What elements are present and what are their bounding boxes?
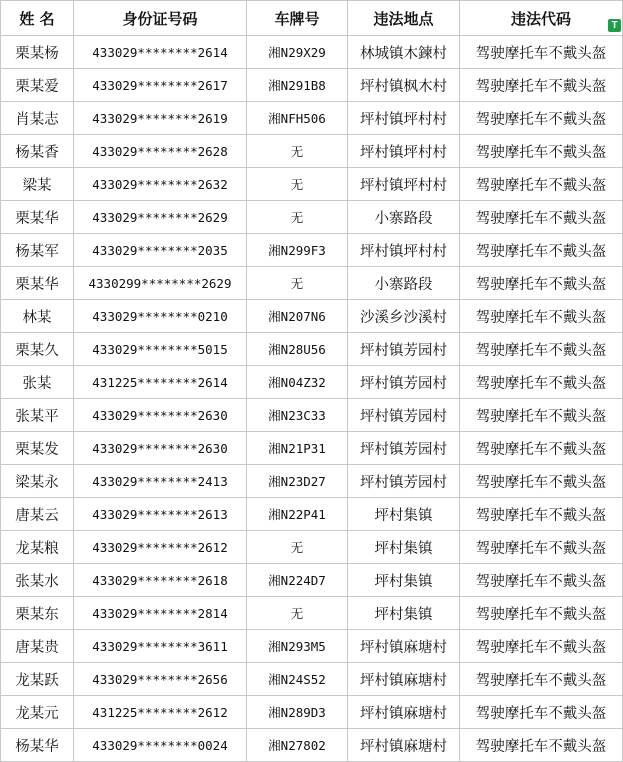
table-row [1, 729, 623, 762]
cell-plate: 湘NFH506 [247, 102, 348, 135]
cell-name: 龙某跃 [1, 663, 74, 696]
cell-location: 坪村镇麻塘村 [348, 663, 460, 696]
cell-violation-code: 驾驶摩托车不戴头盔 [460, 399, 623, 432]
cell-location: 坪村镇芳园村 [348, 465, 460, 498]
cell-plate: 湘N29X29 [247, 36, 348, 69]
cell-plate: 无 [247, 168, 348, 201]
cell-plate: 无 [247, 135, 348, 168]
cell-id-number: 433029********2632 [74, 168, 247, 201]
cell-name: 栗某东 [1, 597, 74, 630]
cell-violation-code: 驾驶摩托车不戴头盔 [460, 168, 623, 201]
cell-plate: 湘N21P31 [247, 432, 348, 465]
cell-location: 沙溪乡沙溪村 [348, 300, 460, 333]
cell-violation-code: 驾驶摩托车不戴头盔 [460, 465, 623, 498]
cell-plate: 无 [247, 267, 348, 300]
cell-name: 龙某粮 [1, 531, 74, 564]
cell-location: 坪村镇麻塘村 [348, 630, 460, 663]
cell-name: 肖某志 [1, 102, 74, 135]
cell-violation-code: 驾驶摩托车不戴头盔 [460, 696, 623, 729]
cell-plate: 无 [247, 201, 348, 234]
table-body [1, 36, 623, 762]
cell-location: 坪村集镇 [348, 564, 460, 597]
cell-id-number: 4330299********2629 [74, 267, 247, 300]
cell-location: 坪村镇芳园村 [348, 333, 460, 366]
cell-plate: 湘N299F3 [247, 234, 348, 267]
cell-plate: 湘N224D7 [247, 564, 348, 597]
table-row [1, 135, 623, 168]
cell-id-number: 433029********0210 [74, 300, 247, 333]
cell-location: 坪村镇坪村村 [348, 168, 460, 201]
cell-id-number: 433029********2617 [74, 69, 247, 102]
cell-location: 小寨路段 [348, 267, 460, 300]
cell-location: 坪村镇芳园村 [348, 399, 460, 432]
cell-violation-code: 驾驶摩托车不戴头盔 [460, 366, 623, 399]
header-violation-code [460, 1, 623, 36]
cell-violation-code: 驾驶摩托车不戴头盔 [460, 135, 623, 168]
cell-violation-code: 驾驶摩托车不戴头盔 [460, 333, 623, 366]
cell-plate: 湘N23C33 [247, 399, 348, 432]
cell-id-number: 433029********2613 [74, 498, 247, 531]
cell-name: 栗某发 [1, 432, 74, 465]
cell-location: 坪村集镇 [348, 498, 460, 531]
cell-location: 坪村镇坪村村 [348, 234, 460, 267]
cell-id-number: 433029********2629 [74, 201, 247, 234]
table-row [1, 531, 623, 564]
cell-id-number: 433029********2612 [74, 531, 247, 564]
cell-name: 唐某云 [1, 498, 74, 531]
cell-name: 梁某 [1, 168, 74, 201]
cell-location: 小寨路段 [348, 201, 460, 234]
table-row [1, 432, 623, 465]
cell-name: 杨某华 [1, 729, 74, 762]
cell-plate: 湘N291B8 [247, 69, 348, 102]
cell-name: 梁某永 [1, 465, 74, 498]
cell-violation-code: 驾驶摩托车不戴头盔 [460, 36, 623, 69]
cell-plate: 湘N207N6 [247, 300, 348, 333]
translate-badge-icon[interactable]: T [608, 19, 621, 32]
cell-plate: 湘N293M5 [247, 630, 348, 663]
cell-violation-code: 驾驶摩托车不戴头盔 [460, 234, 623, 267]
cell-id-number: 433029********0024 [74, 729, 247, 762]
table-row [1, 465, 623, 498]
cell-name: 杨某军 [1, 234, 74, 267]
cell-violation-code: 驾驶摩托车不戴头盔 [460, 597, 623, 630]
cell-name: 栗某杨 [1, 36, 74, 69]
table-header [1, 1, 623, 36]
table-row [1, 597, 623, 630]
table-row [1, 267, 623, 300]
header-violation-code-label: 违法代码 [510, 9, 571, 28]
cell-location: 坪村镇坪村村 [348, 135, 460, 168]
table-row [1, 366, 623, 399]
cell-name: 栗某华 [1, 201, 74, 234]
cell-violation-code: 驾驶摩托车不戴头盔 [460, 663, 623, 696]
cell-plate: 湘N22P41 [247, 498, 348, 531]
cell-location: 坪村镇麻塘村 [348, 729, 460, 762]
cell-plate: 湘N23D27 [247, 465, 348, 498]
cell-violation-code: 驾驶摩托车不戴头盔 [460, 201, 623, 234]
cell-id-number: 433029********2619 [74, 102, 247, 135]
header-row [1, 1, 623, 36]
cell-location: 坪村镇芳园村 [348, 366, 460, 399]
cell-id-number: 433029********2656 [74, 663, 247, 696]
header-location: 违法地点 [348, 1, 460, 36]
cell-violation-code: 驾驶摩托车不戴头盔 [460, 630, 623, 663]
table-row [1, 69, 623, 102]
table-row [1, 36, 623, 69]
table-row [1, 333, 623, 366]
cell-name: 林某 [1, 300, 74, 333]
cell-id-number: 433029********2035 [74, 234, 247, 267]
cell-name: 张某 [1, 366, 74, 399]
cell-plate: 湘N289D3 [247, 696, 348, 729]
cell-id-number: 433029********2618 [74, 564, 247, 597]
cell-location: 林城镇木鍊村 [348, 36, 460, 69]
cell-id-number: 433029********2630 [74, 399, 247, 432]
cell-name: 张某平 [1, 399, 74, 432]
cell-violation-code: 驾驶摩托车不戴头盔 [460, 300, 623, 333]
table-row [1, 102, 623, 135]
cell-name: 栗某爱 [1, 69, 74, 102]
cell-name: 唐某贵 [1, 630, 74, 663]
cell-id-number: 431225********2612 [74, 696, 247, 729]
table-row [1, 399, 623, 432]
cell-location: 坪村集镇 [348, 531, 460, 564]
cell-violation-code: 驾驶摩托车不戴头盔 [460, 432, 623, 465]
table-row [1, 300, 623, 333]
cell-plate: 湘N27802 [247, 729, 348, 762]
cell-location: 坪村镇坪村村 [348, 102, 460, 135]
header-name: 姓 名 [1, 1, 74, 36]
cell-location: 坪村镇芳园村 [348, 432, 460, 465]
table-row [1, 696, 623, 729]
cell-violation-code: 驾驶摩托车不戴头盔 [460, 267, 623, 300]
table-row [1, 234, 623, 267]
header-id-number: 身份证号码 [74, 1, 247, 36]
cell-id-number: 433029********3611 [74, 630, 247, 663]
cell-violation-code: 驾驶摩托车不戴头盔 [460, 531, 623, 564]
cell-id-number: 433029********5015 [74, 333, 247, 366]
table-row [1, 201, 623, 234]
cell-name: 栗某华 [1, 267, 74, 300]
cell-plate: 无 [247, 597, 348, 630]
table-row [1, 564, 623, 597]
cell-id-number: 431225********2614 [74, 366, 247, 399]
cell-location: 坪村集镇 [348, 597, 460, 630]
cell-id-number: 433029********2614 [74, 36, 247, 69]
cell-violation-code: 驾驶摩托车不戴头盔 [460, 564, 623, 597]
cell-name: 龙某元 [1, 696, 74, 729]
cell-plate: 湘N24S52 [247, 663, 348, 696]
cell-id-number: 433029********2814 [74, 597, 247, 630]
table-row [1, 498, 623, 531]
cell-location: 坪村镇枫木村 [348, 69, 460, 102]
cell-violation-code: 驾驶摩托车不戴头盔 [460, 729, 623, 762]
cell-name: 栗某久 [1, 333, 74, 366]
cell-name: 杨某香 [1, 135, 74, 168]
cell-location: 坪村镇麻塘村 [348, 696, 460, 729]
table-row [1, 168, 623, 201]
cell-violation-code: 驾驶摩托车不戴头盔 [460, 102, 623, 135]
cell-violation-code: 驾驶摩托车不戴头盔 [460, 69, 623, 102]
cell-plate: 湘N04Z32 [247, 366, 348, 399]
cell-plate: 湘N28U56 [247, 333, 348, 366]
cell-id-number: 433029********2630 [74, 432, 247, 465]
cell-id-number: 433029********2628 [74, 135, 247, 168]
cell-plate: 无 [247, 531, 348, 564]
cell-id-number: 433029********2413 [74, 465, 247, 498]
table-row [1, 663, 623, 696]
cell-violation-code: 驾驶摩托车不戴头盔 [460, 498, 623, 531]
cell-name: 张某水 [1, 564, 74, 597]
header-plate: 车牌号 [247, 1, 348, 36]
table-row [1, 630, 623, 663]
